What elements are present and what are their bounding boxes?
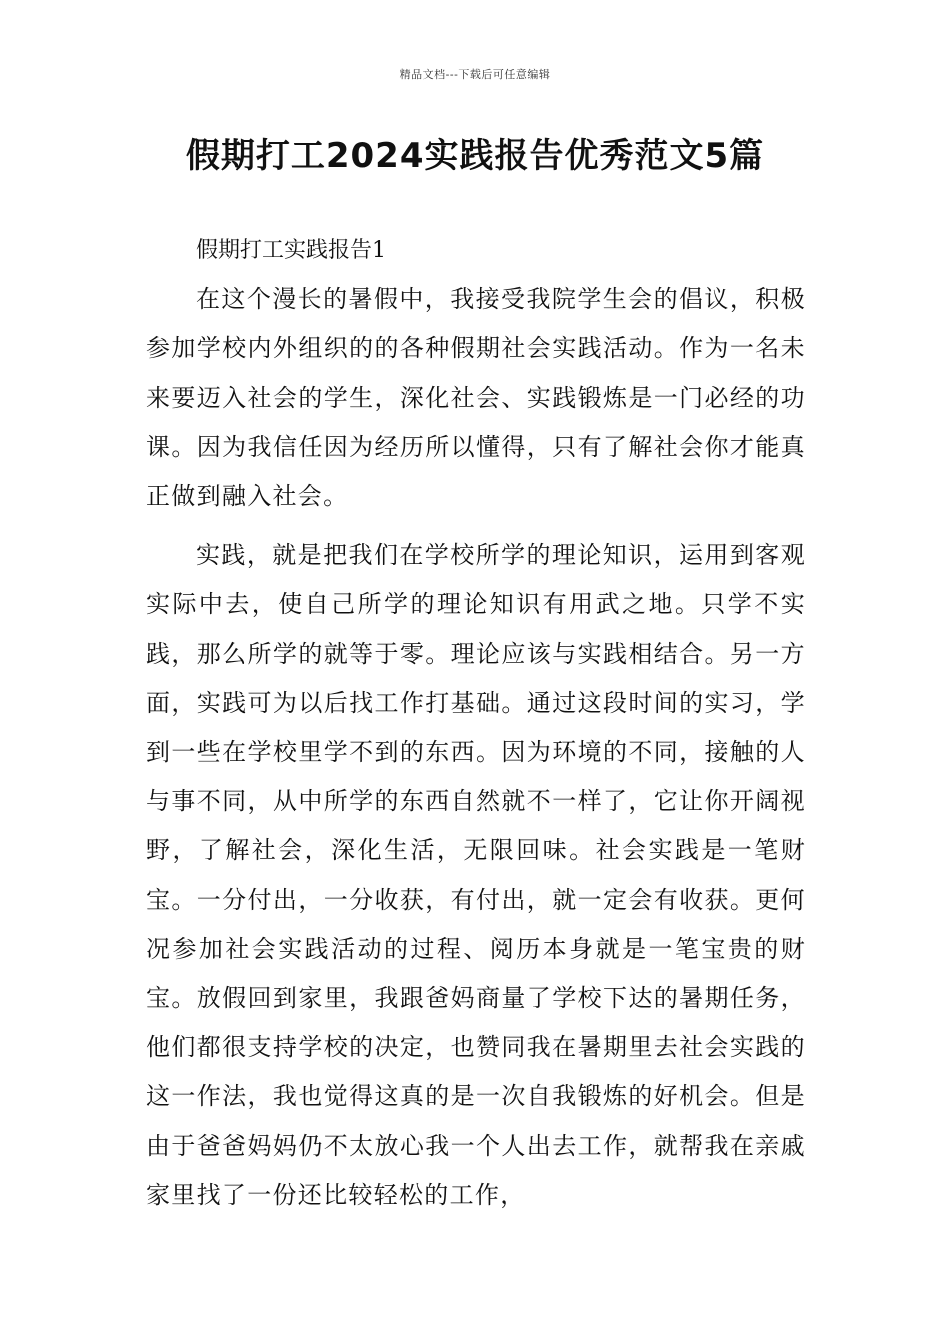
document-title: 假期打工2024实践报告优秀范文5篇 [185, 136, 765, 176]
paragraph-1: 在这个漫长的暑假中，我接受我院学生会的倡议，积极参加学校内外组织的的各种假期社会实践活动。作为一名未来要迈入社会的学生，深化社会、实践锻炼是一门必经的功课。因为我信任因为经历所以懂得，只有了解社会你才能真正做到融入社会。 [146, 285, 806, 511]
section-heading: 假期打工实践报告1 [196, 238, 386, 263]
header-note: 精品文档---下载后可任意编辑 [399, 68, 551, 81]
paragraph-2: 实践，就是把我们在学校所学的理论知识，运用到客观实际中去，使自己所学的理论知识有用武之地。只学不实践，那么所学的就等于零。理论应该与实践相结合。另一方面，实践可为以后找工作打基础。通过这段时间的实习，学到一些在学校里学不到的东西。因为环境的不同，接触的人与事不同，从中所学的东西自然就不一样了，它让你开阔视野，了解社会，深化生活，无限回味。社会实践是一笔财宝。一分付出，一分收获，有付出，就一定会有收获。更何况参加社会实践活动的过程、阅历本身就是一笔宝贵的财宝。放假回到家里，我跟爸妈商量了学校下达的暑期任务，他们都很支持学校的决定，也赞同我在暑期里去社会实践的这一作法，我也觉得这真的是一次自我锻炼的好机会。但是由于爸爸妈妈仍不太放心我一个人出去工作，就帮我在亲戚家里找了一份还比较轻松的工作， [146, 541, 806, 1209]
document-body [146, 226, 806, 1220]
